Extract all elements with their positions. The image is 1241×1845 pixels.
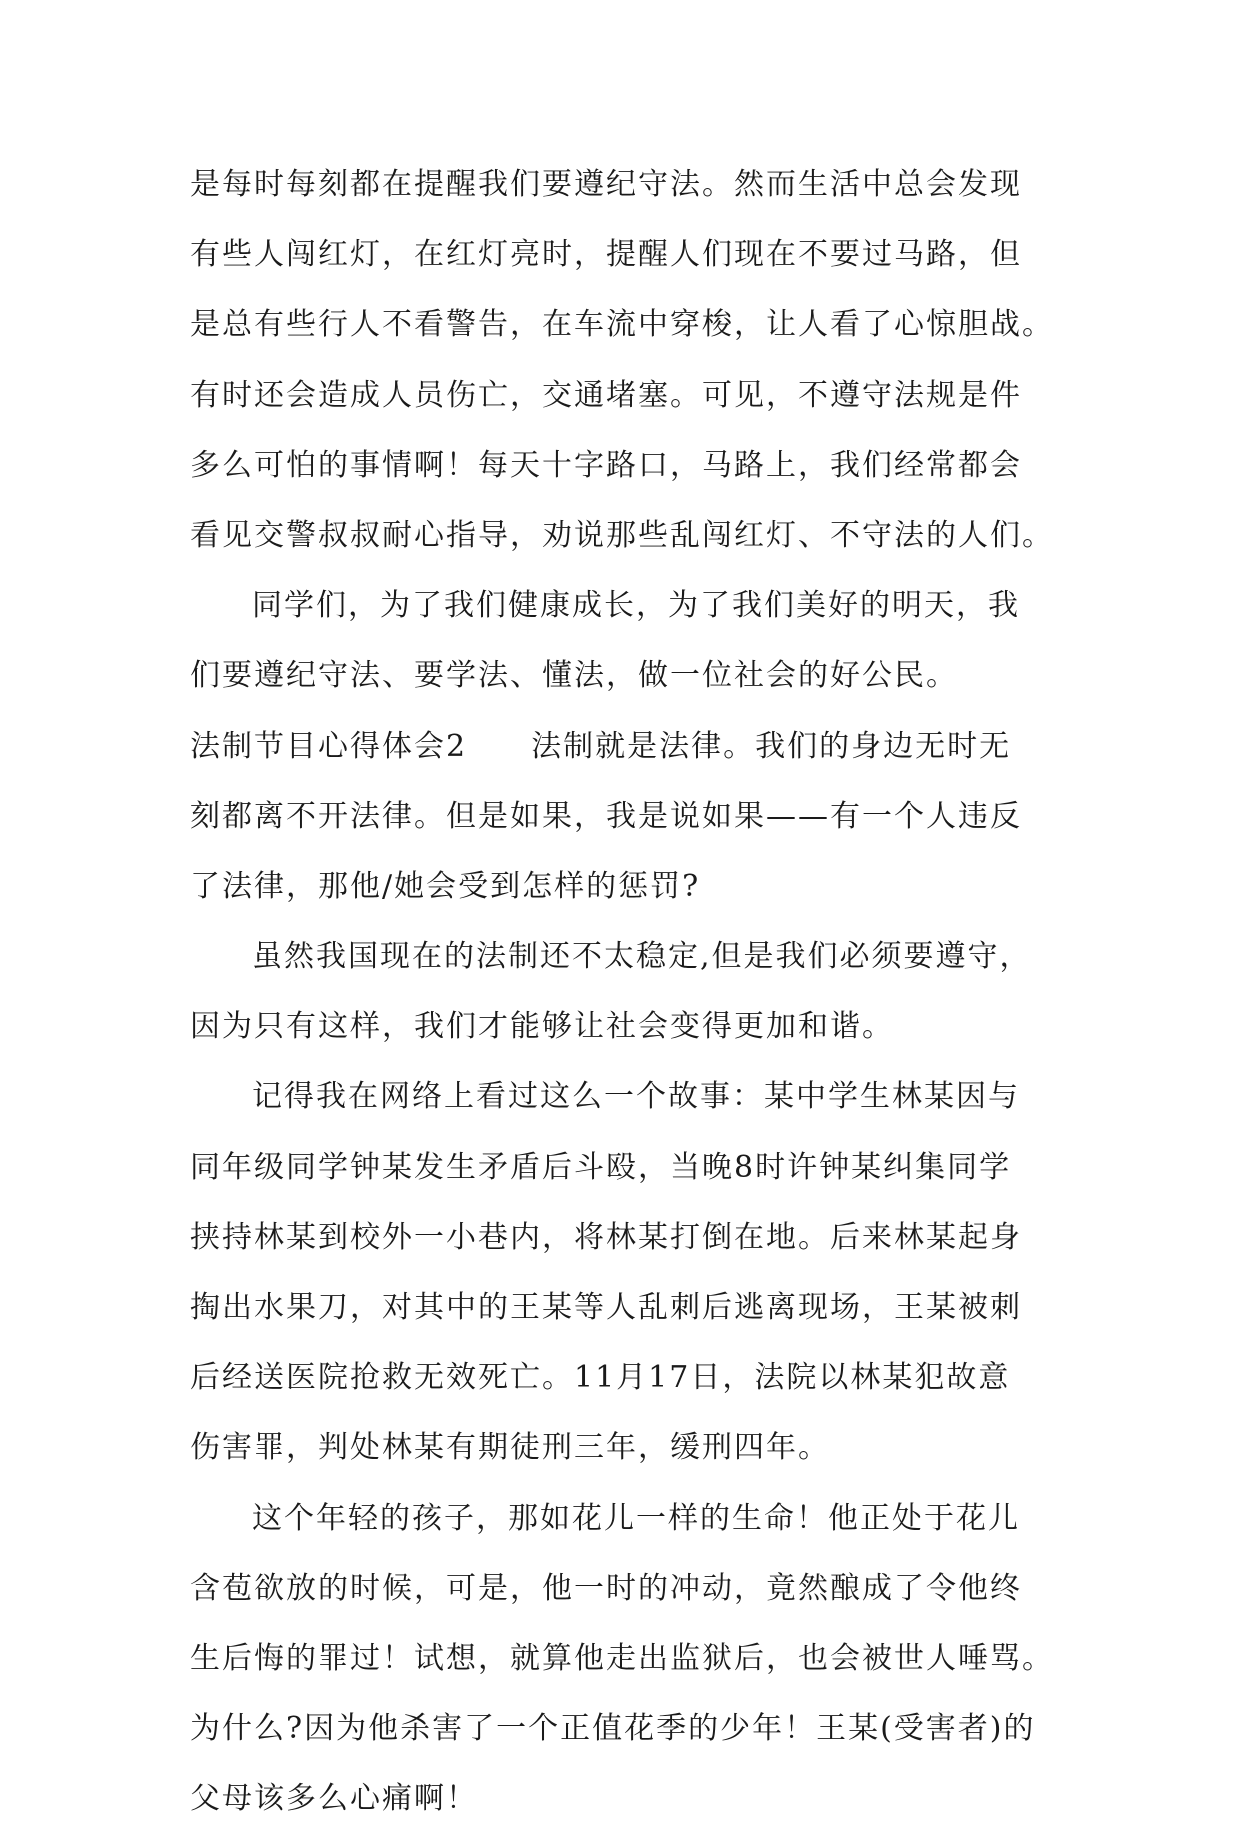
text-line: 挟持林某到校外一小巷内，将林某打倒在地。后来林某起身: [190, 1219, 1022, 1255]
text-line: 掏出水果刀，对其中的王某等人乱刺后逃离现场，王某被刺: [190, 1290, 1022, 1325]
body-text: [190, 160, 1080, 1845]
text-line: 因为只有这样，我们才能够让社会变得更加和谐。: [190, 1009, 894, 1045]
paragraph-first-line: 这个年轻的孩子，那如花儿一样的生命！他正处于花儿: [252, 1500, 1020, 1536]
text-line: 后经送医院抢救无效死亡。11月17日，法院以林某犯故意: [190, 1360, 1011, 1396]
text-line: 含苞欲放的时候，可是，他一时的冲动，竟然酿成了令他终: [190, 1570, 1022, 1606]
text-line: 看见交警叔叔耐心指导，劝说那些乱闯红灯、不守法的人们。: [190, 517, 1054, 553]
text-line: 同年级同学钟某发生矛盾后斗殴，当晚8时许钟某纠集同学: [190, 1149, 1012, 1185]
text-line: 父母该多么心痛啊！: [190, 1781, 478, 1817]
text-line: 有些人闯红灯，在红灯亮时，提醒人们现在不要过马路，但: [190, 237, 1022, 273]
paragraph-first-line: 同学们，为了我们健康成长，为了我们美好的明天，我: [252, 588, 1020, 624]
text-line: 生后悔的罪过！试想，就算他走出监狱后，也会被世人唾骂。: [190, 1640, 1054, 1676]
section-heading-line: 法制节目心得体会2 法制就是法律。我们的身边无时无: [190, 728, 1012, 764]
text-line: 们要遵纪守法、要学法、懂法，做一位社会的好公民。: [190, 658, 958, 694]
text-line: 多么可怕的事情啊！每天十字路口，马路上，我们经常都会: [190, 447, 1022, 483]
paragraph-first-line: 虽然我国现在的法制还不太稳定,但是我们必须要遵守，: [252, 939, 1032, 975]
text-line: 有时还会造成人员伤亡，交通堵塞。可见，不遵守法规是件: [190, 377, 1022, 413]
text-line: 伤害罪，判处林某有期徒刑三年，缓刑四年。: [190, 1430, 830, 1466]
text-line: 是每时每刻都在提醒我们要遵纪守法。然而生活中总会发现: [190, 167, 1022, 202]
text-line: 为什么?因为他杀害了一个正值花季的少年！王某(受害者)的: [190, 1711, 1036, 1747]
text-line: 是总有些行人不看警告，在车流中穿梭，让人看了心惊胆战。: [190, 307, 1054, 343]
text-line: 了法律，那他/她会受到怎样的惩罚?: [190, 868, 701, 904]
paragraph-first-line: 记得我在网络上看过这么一个故事：某中学生林某因与: [252, 1079, 1020, 1115]
text-line: 刻都离不开法律。但是如果，我是说如果——有一个人违反: [190, 798, 1022, 834]
